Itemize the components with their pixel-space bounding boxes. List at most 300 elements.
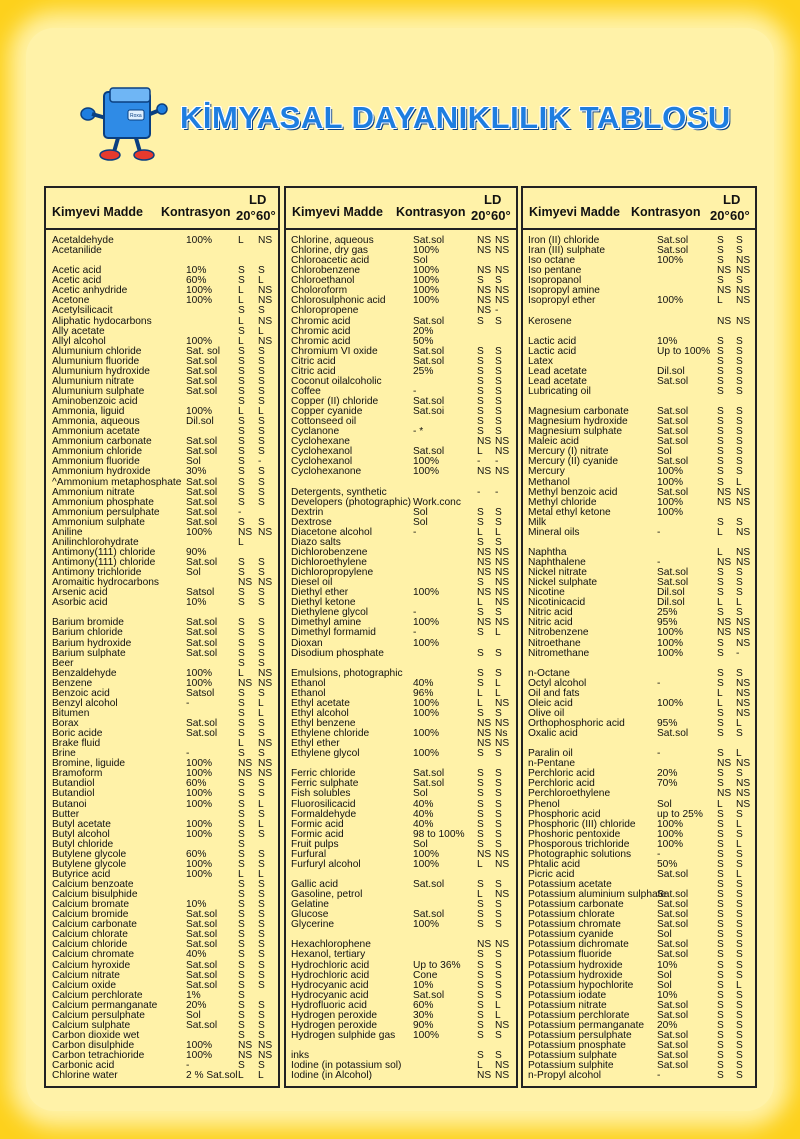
table-cell-ld-20: S [717,989,724,1001]
table-cell-ld-60: S [736,989,743,1001]
table-cell-chemical: Acetic acid [52,265,102,277]
table-cell-concentration: Satsol [186,587,215,599]
table-cell-chemical: Alumunium sulphate [52,385,145,397]
table-cell-chemical: Ammonium sulphate [52,516,145,528]
table-cell-concentration: 100% [413,275,440,287]
table-cell-ld-20: S [238,828,245,840]
table-cell-ld-20: S [238,718,245,729]
table-cell-ld-60: S [258,1029,265,1041]
table-cell-concentration: 100% [186,858,213,870]
table-cell-chemical: Dioxan [291,637,323,649]
file-mascot-icon [78,84,168,162]
table-cell-ld-20: S [238,879,245,890]
table-cell-ld-60: NS [736,285,751,297]
table-cell-chemical: Alumunium nitrate [52,375,135,387]
table-cell-ld-60: S [736,607,743,619]
table-cell-chemical: Lead acetate [528,365,587,377]
header-concentration: Kontrasyon [631,205,701,219]
table-cell-ld-60: NS [258,1040,273,1051]
table-cell-chemical: Mercury (II) cyanide [528,456,619,468]
table-cell-concentration: 100% [186,828,213,840]
table-cell-concentration: Sol [186,456,201,468]
table-cell-concentration: Sat.sol [657,939,689,951]
table-cell-ld-20: S [477,798,484,810]
table-cell-ld-60: S [258,1019,265,1031]
table-cell-ld-20: S [717,375,724,387]
table-cell-ld-60: S [736,1050,743,1062]
table-cell-concentration: Sat.sol [186,506,218,518]
table-cell-chemical: n-Propyl alcohol [528,1070,602,1082]
table-cell-ld-60: NS [495,235,510,246]
table-cell-concentration: Sol [413,516,428,528]
table-cell-chemical: Brake fluid [52,738,101,750]
table-cell-concentration: 10% [657,959,678,971]
table-cell-chemical: Calcium chromate [52,949,135,961]
table-cell-ld-60: NS [495,546,510,558]
table-cell-chemical: Perchloric acid [528,768,595,780]
table-cell-chemical: Calcium oxide [52,979,116,991]
table-cell-ld-20: S [238,788,245,800]
table-cell-chemical: Calcium bisulphide [52,889,138,901]
table-cell-chemical: Diethyl ketone [291,597,356,609]
table-cell-ld-60: S [736,728,743,740]
table-row [46,628,278,638]
table-cell-ld-20: S [717,707,724,719]
table-cell-chemical: Calcium nitrate [52,969,120,981]
table-cell-ld-20: S [238,627,245,639]
table-cell-ld-20: S [238,416,245,428]
table-cell-ld-60: S [258,385,265,397]
table-cell-ld-20: S [717,959,724,971]
table-cell-ld-60: S [495,516,502,528]
table-cell-concentration: 100% [657,647,684,659]
table-cell-chemical: Hydrocyanic acid [291,989,369,1001]
table-cell-ld-60: - [495,486,499,498]
table-cell-chemical: Cottonseed oil [291,416,357,428]
table-cell-concentration: 25% [413,365,434,377]
table-cell-ld-20: S [238,637,245,649]
table-cell-ld-60: NS [495,245,510,257]
table-cell-ld-20: S [717,1040,724,1051]
table-cell-ld-20: S [477,1019,484,1031]
table-cell-ld-20: S [477,536,484,548]
table-cell-ld-60: S [495,315,502,327]
table-cell-ld-60: S [495,798,502,810]
table-cell-ld-60: NS [736,798,751,810]
table-cell-chemical: n-Pentane [528,758,576,770]
table-cell-chemical: Dextrin [291,506,324,518]
table-cell-concentration: Sol [657,446,672,458]
table-cell-chemical: Mineral oils [528,526,580,538]
table-cell-concentration: 100% [413,587,440,599]
table-cell-ld-60: S [495,748,502,760]
table-cell-ld-60: NS [495,466,510,478]
table-cell-concentration: Dil.sol [657,365,685,377]
table-cell-chemical: Allyl alcohol [52,335,106,347]
table-cell-ld-20: S [238,486,245,498]
table-cell-concentration: Sat.sol [657,426,689,438]
table-cell-ld-60: S [258,808,265,820]
table-cell-chemical: Ammonium persulphate [52,506,160,518]
table-cell-ld-60: L [736,476,742,488]
table-cell-chemical: Anilinchlorohydrate [52,536,139,548]
table-cell-ld-20: S [238,476,245,488]
table-cell-chemical: Dichloropropylene [291,567,374,579]
table-cell-ld-20: S [477,768,484,780]
table-cell-concentration: 10% [413,979,434,991]
table-cell-ld-60: S [495,768,502,780]
table-row [523,528,755,538]
table-cell-ld-20: L [717,798,723,810]
table-cell-ld-60: S [495,707,502,719]
table-cell-ld-20: S [238,959,245,971]
column-header [46,188,278,230]
table-cell-concentration: 100% [657,466,684,478]
table-cell-ld-20: S [238,396,245,407]
table-cell-ld-60: S [495,667,502,679]
table-cell-ld-20: NS [717,788,732,800]
table-cell-ld-60: NS [736,315,751,327]
table-cell-concentration: 100% [657,506,684,518]
table-cell-ld-60: S [258,436,265,448]
table-cell-chemical: Ammonium nitrate [52,486,135,498]
table-cell-chemical: Bromine, liguide [52,758,126,770]
table-cell-ld-60: L [258,798,264,810]
table-cell-ld-60: NS [258,667,273,679]
table-cell-concentration: Sat.sol [186,446,218,458]
table-cell-concentration: Work.conc [413,496,461,508]
header-chemical: Kimyevi Madde [529,205,621,219]
table-cell-ld-60: L [258,818,264,830]
table-cell-ld-20: S [717,516,724,528]
table-cell-ld-20: S [238,818,245,830]
table-cell-ld-20: NS [477,285,492,297]
table-cell-ld-20: NS [477,617,492,629]
table-cell-ld-60: NS [736,617,751,629]
table-cell-concentration: Sat.sol [186,486,218,498]
table-cell-ld-60: NS [495,858,510,870]
table-cell-ld-60: - [495,305,499,317]
table-cell-concentration: 100% [186,1050,213,1062]
table-cell-chemical: Ethylene chloride [291,728,370,740]
table-cell-chemical: Potassium carbonate [528,899,624,911]
table-cell-concentration: Dil.sol [657,597,685,609]
table-cell-chemical: Methanol [528,476,570,488]
table-cell-chemical: Hexachlorophene [291,939,371,951]
table-cell-chemical: Isopropyl amine [528,285,600,297]
table-cell-ld-60: S [258,788,265,800]
table-cell-chemical: Cyclohexane [291,436,350,448]
table-cell-concentration: Sat.sol [186,476,218,488]
table-cell-ld-60: S [495,989,502,1001]
table-cell-ld-60: NS [258,758,273,770]
table-cell-ld-20: S [477,969,484,981]
table-cell-ld-20: L [238,738,244,750]
table-cell-chemical: Phosphoric (III) chloride [528,818,636,830]
table-cell-ld-20: S [717,748,724,760]
table-cell-ld-60: S [495,607,502,619]
header-chemical: Kimyevi Madde [52,205,144,219]
table-cell-chemical: Magnesium hydroxide [528,416,628,428]
header-chemical: Kimyevi Madde [292,205,384,219]
table-cell-ld-20: S [717,1029,724,1041]
table-rows [46,236,278,1081]
table-cell-ld-20: S [238,798,245,810]
table-cell-chemical: Dichloroethylene [291,557,367,568]
table-cell-chemical: Milk [528,516,547,528]
table-cell-ld-60: S [736,446,743,458]
table-cell-chemical: Boric acide [52,728,103,740]
table-cell-ld-20: S [717,909,724,921]
table-cell-ld-20: S [238,345,245,357]
table-cell-ld-60: S [736,889,743,901]
table-cell-chemical: Alumunium fluoride [52,355,140,367]
table-cell-chemical: Iran (III) sulphate [528,245,606,257]
table-cell-concentration: - [657,557,661,568]
table-row [286,649,516,659]
table-cell-concentration: Sol [657,929,672,941]
table-cell-chemical: Chloroacetic acid [291,255,370,267]
table-cell-concentration: Sol [657,969,672,981]
table-cell-ld-20: S [477,416,484,428]
table-cell-ld-20: L [477,526,483,538]
table-cell-ld-20: S [477,788,484,800]
table-cell-chemical: Furfuryl alcohol [291,858,361,870]
table-cell-chemical: Diacetone alcohol [291,526,372,538]
table-cell-ld-60: NS [495,436,510,448]
table-cell-chemical: Butyl chloride [52,838,114,850]
table-cell-chemical: Ethanol [291,677,326,689]
table-cell-chemical: Perchloric acid [528,778,595,790]
table-cell-ld-20: S [477,516,484,528]
table-cell-chemical: Chlorine, aqueous [291,235,374,246]
table-cell-ld-20: S [238,989,245,1001]
table-row [286,789,516,799]
table-cell-concentration: 30% [186,466,207,478]
table-cell-ld-60: NS [495,597,510,609]
table-cell-ld-20: L [477,446,483,458]
table-cell-ld-20: S [477,1009,484,1021]
table-cell-concentration: 100% [657,637,684,649]
table-cell-ld-60: NS [736,758,751,770]
table-cell-chemical: Potassium aluminium sulphate [528,889,667,901]
table-cell-ld-60: S [736,1019,743,1031]
table-cell-chemical: Potassium nitrate [528,999,607,1011]
table-cell-chemical: Benzaldehyde [52,667,117,679]
table-cell-concentration: 100% [657,295,684,307]
table-cell-chemical: Gallic acid [291,879,338,890]
table-cell-chemical: Coffee [291,385,321,397]
table-cell-ld-60: NS [736,496,751,508]
table-cell-ld-60: S [495,969,502,981]
table-cell-ld-60: L [258,325,264,337]
table-cell-concentration: Sat.soi [413,406,445,418]
table-cell-concentration: - [657,748,661,760]
table-cell-concentration: Sat.sol [657,868,689,880]
table-cell-ld-60: S [736,929,743,941]
table-cell-concentration: 40% [413,677,434,689]
table-cell-concentration: Sat.sol [186,436,218,448]
table-cell-ld-20: NS [477,436,492,448]
table-cell-chemical: Aromaitic hydrocarbons [52,577,160,589]
table-cell-ld-60: S [258,587,265,599]
table-cell-chemical: Iso octane [528,255,576,267]
table-cell-ld-60: NS [495,697,510,709]
table-cell-ld-20: S [717,979,724,991]
table-cell-ld-60: S [736,1060,743,1072]
table-cell-ld-20: S [717,235,724,246]
table-cell-chemical: Benzyl alcohol [52,697,118,709]
table-cell-ld-20: NS [717,496,732,508]
table-cell-chemical: Mercury [528,466,565,478]
table-cell-ld-20: S [717,345,724,357]
table-cell-ld-20: NS [717,486,732,498]
table-cell-ld-60: S [258,617,265,629]
table-cell-concentration: Sol [413,838,428,850]
table-cell-ld-60: S [736,949,743,961]
table-cell-ld-20: S [477,1050,484,1062]
table-cell-ld-60: NS [736,546,751,558]
table-cell-concentration: Sat.sol [186,385,218,397]
table-cell-ld-60: L [736,748,742,760]
table-rows [286,236,516,1081]
table-cell-concentration: 100% [413,728,440,740]
table-cell-concentration: - [413,385,417,397]
table-cell-chemical: Chlorine water [52,1070,118,1082]
header-60c: 60° [256,208,276,223]
table-cell-ld-20: L [717,697,723,709]
table-cell-concentration: Sat.sol [186,728,218,740]
table-cell-chemical: Detergents, synthetic [291,486,387,498]
table-cell-ld-20: L [238,868,244,880]
table-cell-ld-60: S [736,919,743,931]
table-cell-ld-20: S [717,677,724,689]
table-cell-chemical: Ferric chloride [291,768,356,780]
table-cell-chemical: Oil and fats [528,687,580,699]
table-cell-ld-20: S [717,818,724,830]
table-cell-ld-60: S [258,355,265,367]
table-cell-chemical: Butandiol [52,778,95,790]
table-cell-concentration: 100% [186,788,213,800]
table-cell-ld-20: S [717,889,724,901]
table-cell-concentration: Sat.sol [186,718,218,729]
table-cell-ld-60: S [495,355,502,367]
table-cell-chemical: Glycerine [291,919,335,931]
table-cell-ld-20: S [717,365,724,377]
table-cell-chemical: Ammonium chloride [52,446,143,458]
table-cell-concentration: Sat.sol [657,1029,689,1041]
table-cell-ld-20: S [477,778,484,790]
table-cell-ld-60: NS [495,1070,510,1082]
table-cell-ld-20: S [477,808,484,820]
table-cell-concentration: Sat.sol [657,1009,689,1021]
table-cell-chemical: Carbon disulphide [52,1040,135,1051]
table-cell-ld-60: S [258,597,265,609]
table-cell-chemical: Methyl chloride [528,496,597,508]
table-cell-chemical: Ammonium acetate [52,426,140,438]
table-cell-ld-20: S [238,1029,245,1041]
table-cell-chemical: Butyl alcohol [52,828,110,840]
table-cell-chemical: Nitromethane [528,647,590,659]
table-cell-ld-20: S [238,567,245,579]
table-cell-ld-20: S [477,879,484,890]
table-cell-chemical: Calcium bromide [52,909,129,921]
table-cell-ld-60: NS [495,295,510,307]
table-cell-ld-20: L [717,526,723,538]
table-cell-ld-20: NS [238,768,253,780]
table-cell-ld-60: S [258,979,265,991]
table-cell-concentration: Sat.sol [657,949,689,961]
table-cell-ld-60: L [736,868,742,880]
table-cell-chemical: Cyclohexanone [291,466,362,478]
table-cell-ld-20: S [238,617,245,629]
table-cell-ld-60: S [495,536,502,548]
table-cell-ld-20: NS [477,718,492,729]
table-cell-ld-20: S [238,848,245,860]
table-cell-ld-20: S [717,416,724,428]
table-cell-concentration: 100% [413,456,440,468]
table-cell-concentration: Sat.sol [657,375,689,387]
table-cell-ld-20: S [477,677,484,689]
table-cell-ld-60: S [736,879,743,890]
table-cell-ld-20: NS [238,577,253,589]
table-cell-ld-60: L [258,1070,264,1082]
table-cell-concentration: Sat.sol [186,979,218,991]
table-cell-concentration: 100% [186,868,213,880]
table-cell-chemical: Butter [52,808,80,820]
table-cell-ld-60: S [495,979,502,991]
table-cell-chemical: Gelatine [291,899,329,911]
table-cell-ld-20: S [238,375,245,387]
table-cell-chemical: Diethyl ether [291,587,349,599]
table-cell-chemical: Potassium persulphate [528,1029,632,1041]
table-cell-ld-20: S [477,707,484,719]
table-cell-chemical: Butyrice acid [52,868,111,880]
table-cell-ld-60: S [495,275,502,287]
table-cell-concentration: Sat.sol [413,355,445,367]
table-cell-ld-60: NS [495,285,510,297]
table-cell-concentration: - [413,607,417,619]
header-20c: 20° [236,208,256,223]
table-cell-chemical: Magnesium sulphate [528,426,623,438]
table-cell-chemical: Chlorobenzene [291,265,361,277]
table-cell-chemical: Cyclanone [291,426,340,438]
header-ld: LD [249,192,267,207]
table-cell-ld-60: - [258,456,262,468]
table-row [523,789,755,799]
table-cell-concentration: 10% [186,265,207,277]
table-cell-concentration: 100% [186,406,213,418]
table-cell-ld-60: S [495,919,502,931]
table-cell-ld-20: S [238,858,245,870]
table-cell-ld-60: S [736,828,743,840]
table-cell-ld-20: L [238,295,244,307]
table-cell-ld-60: S [258,446,265,458]
table-row [46,1071,278,1081]
table-row [523,628,755,638]
table-row [286,860,516,870]
table-cell-ld-60: S [258,345,265,357]
table-cell-chemical: Calcium permanganate [52,999,158,1011]
table-cell-chemical: Potassium sulphate [528,1050,617,1062]
table-cell-ld-20: S [238,657,245,669]
table-cell-ld-20: S [238,516,245,528]
table-cell-concentration: - [186,1060,190,1072]
table-cell-chemical: Phoshoric pentoxide [528,828,621,840]
table-cell-ld-20: S [238,355,245,367]
header-ld: LD [484,192,502,207]
table-cell-chemical: Carbon dioxide wet [52,1029,140,1041]
